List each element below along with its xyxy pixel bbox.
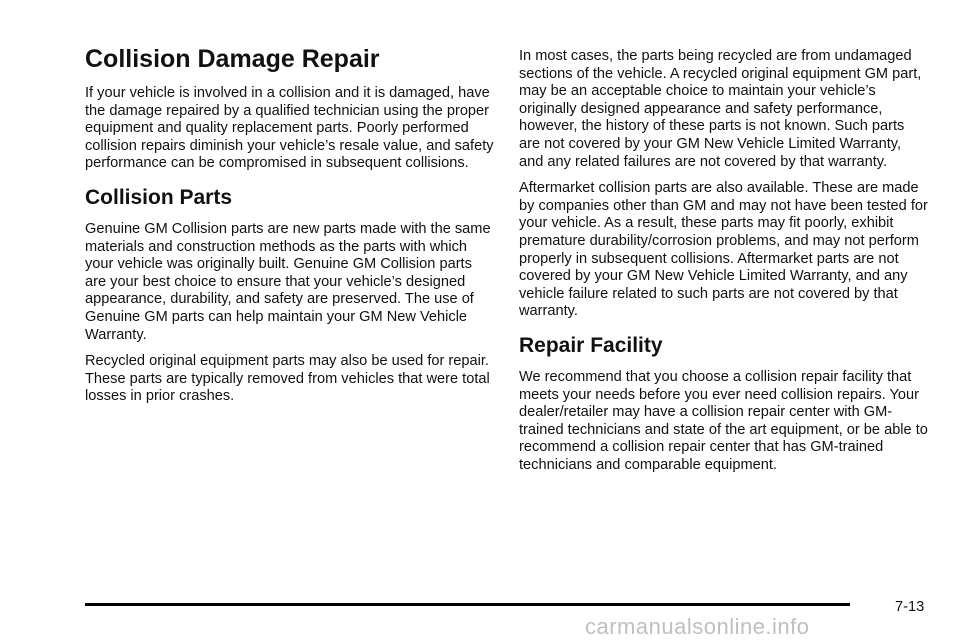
heading-repair-facility: Repair Facility <box>519 333 663 357</box>
page-number: 7-13 <box>895 599 925 615</box>
paragraph-recycled-parts: Recycled original equipment parts may also be used for repair. These parts are typically removed from vehicles that were total losses in prior crashes. <box>85 353 490 405</box>
paragraph-repair-facility: We recommend that you choose a collision repair facility that meets your needs before you ever need collision repairs. Your dealer/retailer may have a collision repair center with GM-trained technicians and state of the art equipment, or be able to recommend a collision repair center that has GM-trained technicians and comparable equipment. <box>519 368 928 473</box>
paragraph-collision-damage: If your vehicle is involved in a collision and it is damaged, have the damage repaired by a qualified technician using the proper equipment and quality replacement parts. Poorly performed collision repairs diminish your vehicle’s resale value, and safety performance can be compromised in subsequent collisions. <box>85 85 494 172</box>
heading-collision-damage-repair: Collision Damage Repair <box>85 45 380 73</box>
right-column <box>519 48 929 483</box>
left-column <box>85 44 495 415</box>
paragraph-aftermarket-parts: Aftermarket collision parts are also available. These are made by companies other than GM and may not have been tested for your vehicle. As a result, these parts may fit poorly, exhibit premature durability/corrosion problems, and may not perform properly in subsequent collisions. Aftermarket parts are not covered by your GM New Vehicle Limited Warranty, and any vehicle failure related to such parts are not covered by that warranty. <box>519 180 928 320</box>
paragraph-genuine-parts: Genuine GM Collision parts are new parts made with the same materials and construction methods as the parts with which your vehicle was originally built. Genuine GM Collision parts are your best choice to ensure that your vehicle’s designed appearance, durability, and safety are preserved. The use of Genuine GM parts can help maintain your GM New Vehicle Warranty. <box>85 220 491 343</box>
heading-collision-parts: Collision Parts <box>85 185 233 209</box>
watermark: carmanualsonline.info <box>585 614 810 639</box>
paragraph-recycled-details: In most cases, the parts being recycled are from undamaged sections of the vehicle. A recycled original equipment GM part, may be an acceptable choice to maintain your vehicle’s originally designed appearance and safety performance, however, the history of these parts is not known. Such parts are not covered by your GM New Vehicle Limited Warranty, and any related failures are not covered by that warranty. <box>519 48 922 170</box>
footer-rule <box>85 603 850 606</box>
